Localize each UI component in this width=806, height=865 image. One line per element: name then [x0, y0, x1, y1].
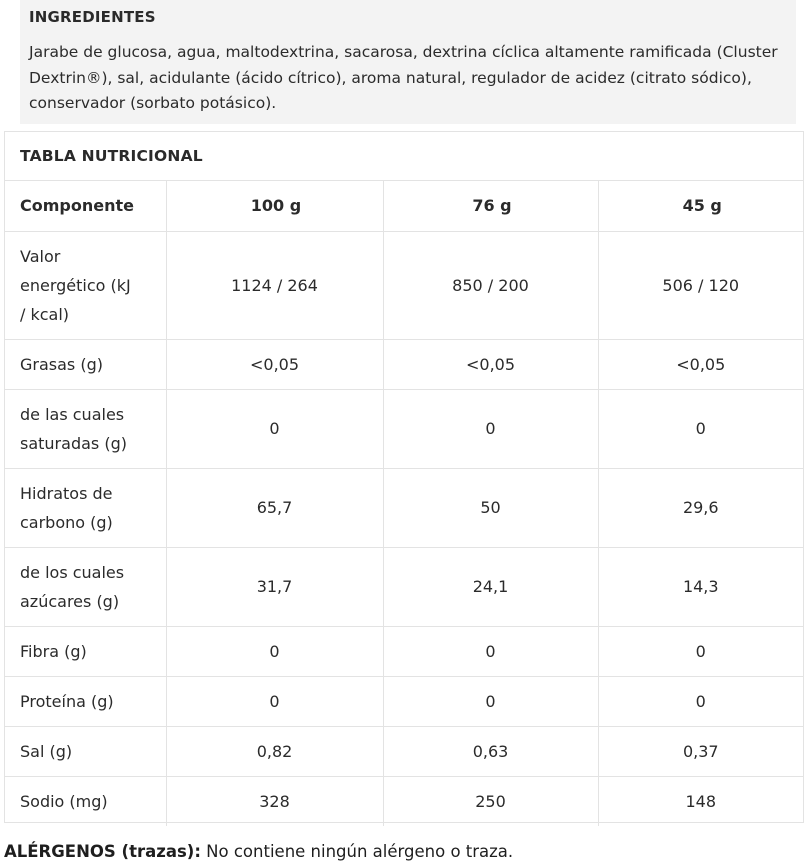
row-label — [5, 726, 166, 776]
cell-value: 0 — [598, 676, 803, 726]
table-row — [5, 231, 803, 339]
row-label-line: / kcal) — [20, 304, 70, 324]
cell-value: 250 — [383, 776, 598, 826]
row-label-line: Sal (g) — [20, 741, 73, 761]
cell-value: 29,6 — [598, 468, 803, 547]
cell-value: 0,82 — [166, 726, 383, 776]
cell-value: 0 — [383, 389, 598, 468]
cell-value: 50 — [383, 468, 598, 547]
table-row — [5, 547, 803, 626]
row-label-line: de los cuales — [20, 562, 125, 582]
row-label — [5, 626, 166, 676]
header-100g: 100 g — [166, 181, 383, 231]
row-label — [5, 231, 166, 339]
allergens-label: ALÉRGENOS (trazas): — [4, 842, 201, 861]
row-label-line: Grasas (g) — [20, 354, 103, 374]
cell-value: 0 — [166, 676, 383, 726]
row-label-line: Proteína (g) — [20, 691, 114, 711]
row-label-line: Valor — [20, 246, 61, 266]
row-label-line: de las cuales — [20, 404, 125, 424]
table-header-row — [5, 181, 803, 231]
row-label-line: Fibra (g) — [20, 641, 87, 661]
cell-value: 0 — [383, 626, 598, 676]
row-label-line: azúcares (g) — [20, 591, 120, 611]
cell-value: 0 — [598, 389, 803, 468]
cell-value: 0,37 — [598, 726, 803, 776]
header-component: Componente — [5, 181, 166, 231]
cell-value: <0,05 — [383, 339, 598, 389]
nutrition-table-section — [4, 131, 804, 823]
nutrition-table-title: TABLA NUTRICIONAL — [5, 132, 803, 181]
row-label-line: Sodio (mg) — [20, 791, 108, 811]
cell-value: 148 — [685, 791, 717, 811]
cell-value: 31,7 — [166, 547, 383, 626]
cell-value: <0,05 — [166, 339, 383, 389]
row-label — [5, 776, 166, 826]
cell-value: 328 — [166, 776, 383, 826]
row-label — [5, 676, 166, 726]
cell-value: 506 / 120 — [598, 231, 803, 339]
cell-value: 850 / 200 — [383, 231, 598, 339]
allergens-text: No contiene ningún alérgeno o traza. — [200, 842, 514, 861]
cell-value: 1124 / 264 — [166, 231, 383, 339]
table-row — [5, 339, 803, 389]
ingredients-section — [20, 0, 796, 124]
cell-value: 14,3 — [598, 547, 803, 626]
header-45g: 45 g — [598, 181, 803, 231]
ingredients-line: conservador (sorbato potásico). — [29, 94, 277, 112]
row-label-line: saturadas (g) — [20, 433, 127, 453]
header-76g: 76 g — [383, 181, 598, 231]
row-label-line: Hidratos de — [20, 483, 113, 503]
table-row — [5, 676, 803, 726]
cell-value: 0 — [166, 389, 383, 468]
allergens-note — [4, 840, 513, 864]
row-label — [5, 547, 166, 626]
row-label — [5, 389, 166, 468]
row-label — [5, 468, 166, 547]
cell-value: 0 — [383, 676, 598, 726]
cell-value: 24,1 — [383, 547, 598, 626]
row-label-line: carbono (g) — [20, 512, 113, 532]
ingredients-title: INGREDIENTES — [29, 8, 156, 26]
cell-value: 65,7 — [166, 468, 383, 547]
table-row — [5, 468, 803, 547]
cell-value: <0,05 — [598, 339, 803, 389]
table-row — [5, 626, 803, 676]
row-label-line: energético (kJ — [20, 275, 131, 295]
table-row — [5, 389, 803, 468]
ingredients-text — [29, 40, 796, 117]
ingredients-line: Jarabe de glucosa, agua, maltodextrina, sacarosa, dextrina cíclica altamente ramificada (Cluster — [29, 43, 778, 61]
row-label — [5, 339, 166, 389]
cell-value: 0,63 — [383, 726, 598, 776]
cell-value: 0 — [166, 626, 383, 676]
table-row — [5, 726, 803, 776]
nutrition-table — [5, 181, 803, 826]
ingredients-line: Dextrin®), sal, acidulante (ácido cítrico), aroma natural, regulador de acidez (citrato sódico), — [29, 68, 752, 87]
table-row — [5, 776, 803, 826]
cell-value: 0 — [598, 626, 803, 676]
